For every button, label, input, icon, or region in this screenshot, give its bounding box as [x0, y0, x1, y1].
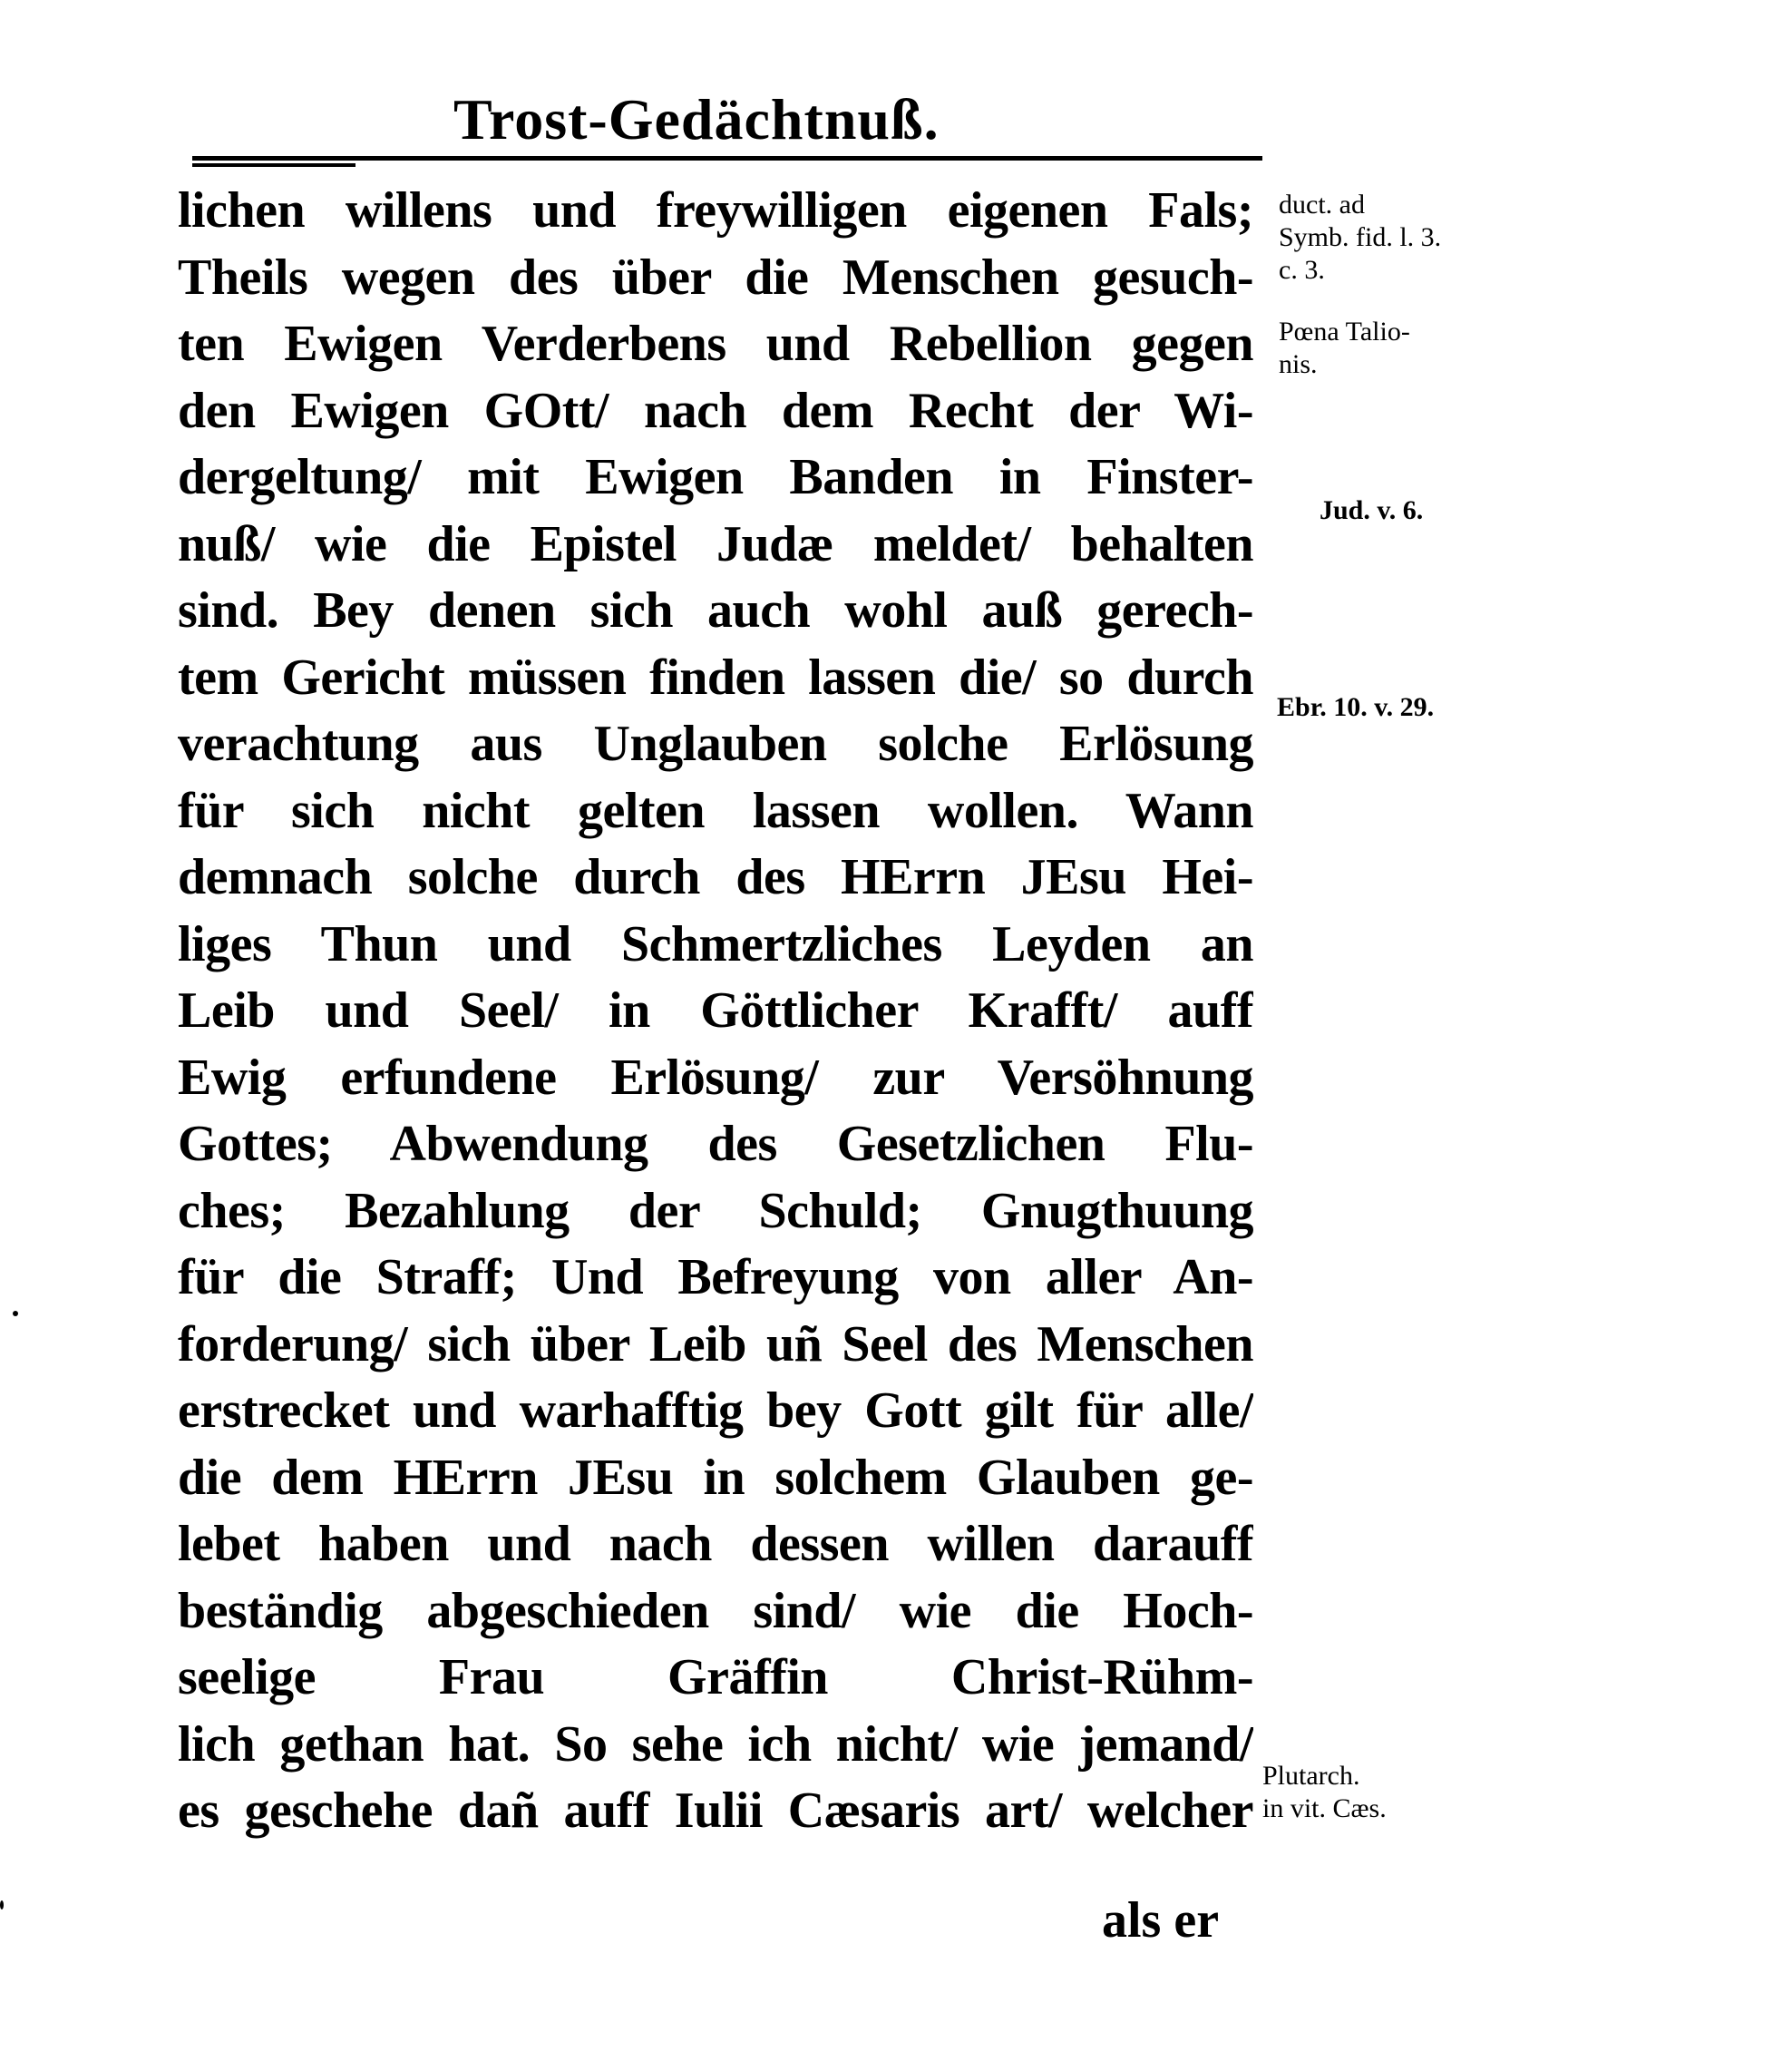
header-rule-accent — [192, 163, 355, 167]
text-line: ten Ewigen Verderbens und Rebellion gegen — [178, 316, 1253, 372]
note-line: Symb. fid. l. 3. — [1279, 222, 1442, 252]
text-line: Gottes; Abwendung des Gesetzlichen Flu- — [178, 1116, 1253, 1172]
margin-note-poena — [1279, 316, 1410, 381]
text-line: für die Straff; Und Befreyung von aller An- — [178, 1249, 1253, 1305]
text-line: seelige Frau Gräffin Christ-Rühm- — [178, 1649, 1253, 1705]
text-line: den Ewigen GOtt/ nach dem Recht der Wi- — [178, 382, 1253, 439]
note-line: in vit. Cæs. — [1262, 1793, 1387, 1823]
text-line: Leib und Seel/ in Göttlicher Krafft/ auff — [178, 982, 1253, 1039]
scan-speck — [0, 1900, 4, 1910]
text-line: beständig abgeschieden sind/ wie die Hoch- — [178, 1582, 1253, 1639]
text-line: lebet haben und nach dessen willen darauff — [178, 1516, 1253, 1572]
text-line: lich gethan hat. So sehe ich nicht/ wie jemand/ — [178, 1715, 1253, 1773]
note-line: duct. ad — [1279, 190, 1365, 220]
note-line: nis. — [1279, 349, 1318, 379]
text-line: dergeltung/ mit Ewigen Banden in Finster- — [178, 449, 1253, 505]
margin-note-judae — [1320, 494, 1423, 527]
text-line: lichen willens und freywilligen eigenen Fals; — [178, 182, 1253, 239]
note-line: Jud. v. 6. — [1320, 495, 1424, 525]
text-line: Theils wegen des über die Menschen gesuch- — [178, 249, 1253, 306]
text-line: demnach solche durch des HErrn JEsu Hei- — [178, 849, 1253, 905]
text-line: tem Gericht müssen finden lassen die/ so durch — [178, 649, 1253, 706]
note-line: Plutarch. — [1262, 1761, 1360, 1791]
margin-note-ebr — [1277, 691, 1434, 724]
note-line: Ebr. 10. v. 29. — [1277, 692, 1435, 722]
text-line: die dem HErrn JEsu in solchem Glauben ge- — [178, 1449, 1253, 1506]
text-line: es geschehe dañ auff Iulii Cæsaris art/ welcher — [178, 1783, 1253, 1839]
header-rule — [192, 156, 1262, 161]
text-line: erstrecket und warhafftig bey Gott gilt für alle/ — [178, 1382, 1253, 1439]
catchword: als er — [1102, 1892, 1220, 1949]
margin-note-plutarch — [1262, 1760, 1387, 1825]
text-line: liges Thun und Schmertzliches Leyden an — [178, 915, 1253, 972]
text-line: nuß/ wie die Epistel Judæ meldet/ behalten — [178, 515, 1253, 572]
margin-note-symbolum — [1279, 189, 1441, 287]
text-line: forderung/ sich über Leib uñ Seel des Menschen — [178, 1315, 1253, 1372]
running-header: Trost-Gedächtnuß. — [453, 87, 940, 151]
text-line: sind. Bey denen sich auch wohl auß gerech- — [178, 582, 1253, 639]
text-line: Ewig erfundene Erlösung/ zur Versöhnung — [178, 1049, 1253, 1106]
note-line: Pœna Talio- — [1279, 317, 1410, 347]
text-line: ches; Bezahlung der Schuld; Gnugthuung — [178, 1182, 1253, 1239]
text-line: verachtung aus Unglauben solche Erlösung — [178, 716, 1253, 772]
note-line: c. 3. — [1279, 255, 1325, 285]
scan-speck — [13, 1311, 18, 1316]
main-text — [178, 178, 1253, 1845]
text-line: für sich nicht gelten lassen wollen. Wann — [178, 782, 1253, 839]
